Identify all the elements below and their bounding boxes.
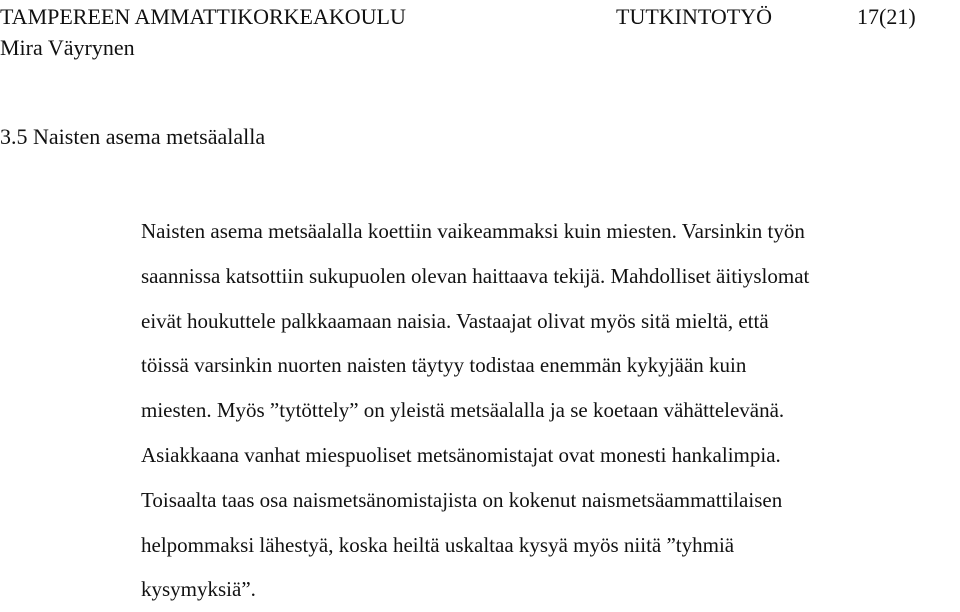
- page-number: 17(21): [857, 4, 916, 29]
- paragraph-line: kysymyksiä”.: [141, 577, 256, 602]
- paragraph-line: Naisten asema metsäalalla koettiin vaikeammaksi kuin miesten. Varsinkin työn: [141, 219, 805, 243]
- body-paragraph: [141, 209, 951, 612]
- section-heading: 3.5 Naisten asema metsäalalla: [0, 124, 266, 149]
- document-type: TUTKINTOTYÖ: [616, 4, 773, 29]
- author-name: Mira Väyrynen: [0, 35, 135, 60]
- paragraph-line: töissä varsinkin nuorten naisten täytyy todistaa enemmän kykyjään kuin: [141, 353, 747, 378]
- institution-name: TAMPEREEN AMMATTIKORKEAKOULU: [0, 4, 406, 29]
- paragraph-line: helpommaksi lähestyä, koska heiltä uskaltaa kysyä myös niitä ”tyhmiä: [141, 532, 735, 557]
- paragraph-line: Asiakkaana vanhat miespuoliset metsänomistajat ovat monesti hankalimpia.: [141, 442, 781, 467]
- paragraph-line: miesten. Myös ”tytöttely” on yleistä metsäalalla ja se koetaan vähättelevänä.: [141, 398, 785, 423]
- paragraph-line: saannissa katsottiin sukupuolen olevan haittaava tekijä. Mahdolliset äitiyslomat: [141, 263, 810, 288]
- paragraph-line: Toisaalta taas osa naismetsänomistajista on kokenut naismetsäammattilaisen: [141, 487, 783, 512]
- paragraph-line: eivät houkuttele palkkaamaan naisia. Vastaajat olivat myös sitä mieltä, että: [141, 308, 769, 333]
